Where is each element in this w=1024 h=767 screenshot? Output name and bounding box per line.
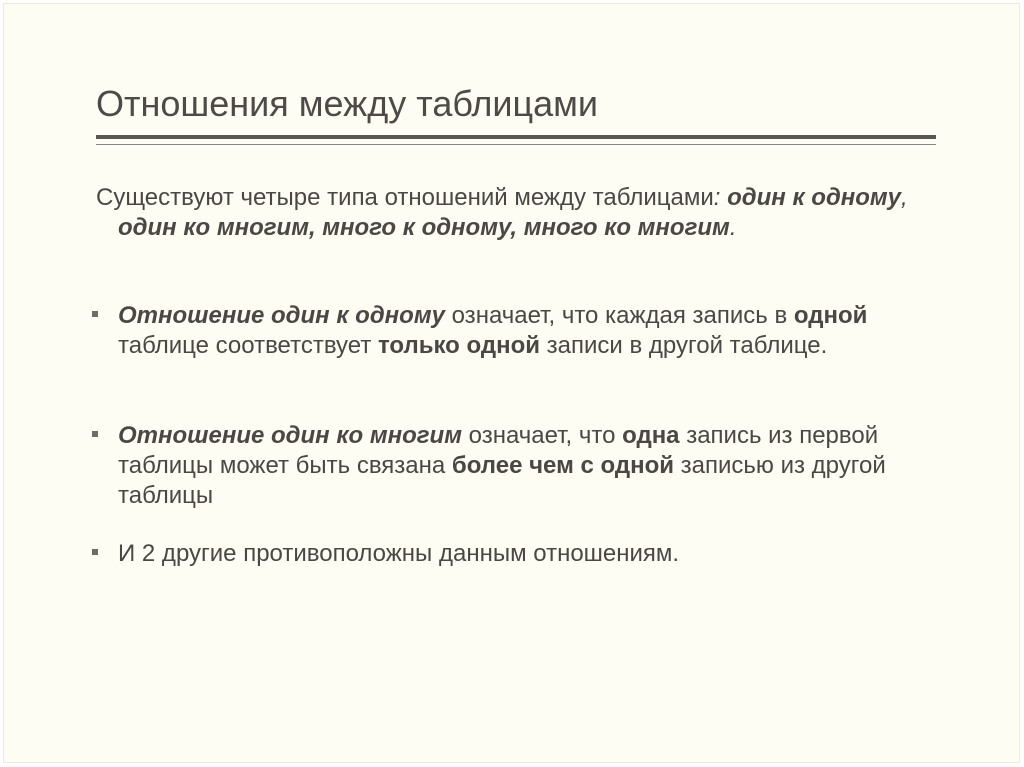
bullet-text-part: таблице соответствует (118, 332, 378, 359)
bullet-emphasis: одной (793, 302, 868, 329)
intro-colon: : (713, 184, 721, 211)
square-bullet-icon (92, 431, 98, 437)
bullet-text-part: запись из первой таблицы может быть связана (118, 422, 879, 479)
bullet-text-part: записи в другой таблице. (540, 332, 828, 359)
title-underline-thick (96, 135, 936, 139)
intro-text: Существуют четыре типа отношений между таблицами (96, 184, 714, 211)
bullet-term: Отношение один к одному (118, 302, 445, 329)
slide (3, 3, 1020, 763)
intro-end: . (729, 214, 737, 241)
bullet-text-part: записью из другой таблицы (118, 452, 886, 509)
bullet-text-part: И 2 другие противоположны данным отношениям. (118, 540, 680, 567)
bullet-text-part: означает, что каждая запись в (444, 302, 794, 329)
bullet-text (118, 421, 908, 511)
bullet-emphasis: одна (622, 422, 680, 449)
title-underline-thin (96, 144, 936, 145)
square-bullet-icon (92, 311, 98, 317)
bullet-text (118, 539, 908, 569)
bullet-emphasis: более чем с одной (451, 452, 674, 479)
bullet-text-part: означает, что (461, 422, 623, 449)
intro-type-one-to-one: один к одному (727, 184, 902, 211)
bullet-term: Отношение один ко многим (118, 422, 462, 449)
slide-title: Отношения между таблицами (96, 83, 598, 124)
intro-type-others: один ко многим, много к одному, много ко многим (118, 214, 730, 241)
intro-paragraph (96, 183, 958, 243)
square-bullet-icon (92, 549, 98, 555)
bullet-emphasis: только одной (377, 332, 540, 359)
intro-separator: , (901, 184, 908, 211)
bullet-text (118, 301, 908, 361)
